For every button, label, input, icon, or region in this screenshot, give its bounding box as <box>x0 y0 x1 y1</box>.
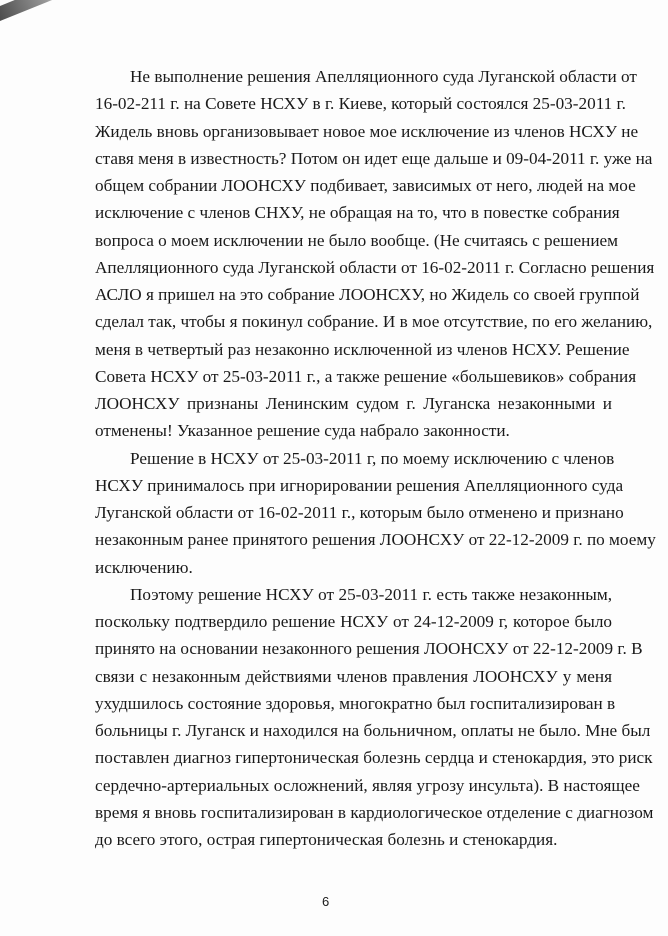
document-body <box>95 63 656 853</box>
text-line: Не выполнение решения Апелляционного суда Луганской области от <box>130 67 637 86</box>
scan-edge-mark <box>0 0 69 23</box>
text-line: сделал так, чтобы я покинул собрание. И в мое отсутствие, по его желанию, <box>95 312 653 332</box>
text-line: Жидель вновь организовывает новое мое исключение из членов НСХУ не <box>95 121 639 141</box>
text-line: ухудшилось состояние здоровья, многократно был госпитализирован в <box>95 693 616 713</box>
text-line: НСХУ принималось при игнорировании решения Апелляционного суда <box>95 475 624 495</box>
text-line: поставлен диагноз гипертоническая болезнь сердца и стенокардия, это риск <box>95 748 653 768</box>
page-number: 6 <box>322 894 330 909</box>
text-line: вопроса о моем исключении не было вообще. (Не считаясь с решением <box>95 230 619 250</box>
text-line: больницы г. Луганск и находился на больничном, оплаты не было. Мне был <box>95 721 651 740</box>
text-line: поскольку подтвердило решение НСХУ от 24-12-2009 г, которое было <box>95 612 612 631</box>
text-line: незаконным ранее принятого решения ЛООНСХУ от 22-12-2009 г. по моему <box>95 530 656 550</box>
text-line: 16-02-211 г. на Совете НСХУ в г. Киеве, который состоялся 25-03-2011 г. <box>95 94 626 114</box>
text-line: ЛООНСХУ признаны Ленинским судом г. Луганска незаконными и <box>95 394 612 413</box>
text-line: связи с незаконным действиями членов правления ЛООНСХУ у меня <box>95 666 612 686</box>
text-line: АСЛО я пришел на это собрание ЛООНСХУ, но Жидель со своей группой <box>95 285 640 304</box>
text-line: Совета НСХУ от 25-03-2011 г., а также решение «большевиков» собрания <box>95 366 637 386</box>
text-line: исключению. <box>95 557 193 577</box>
text-line: Апелляционного суда Луганской области от 16-02-2011 г. Согласно решения <box>95 257 655 277</box>
paragraph <box>95 445 656 581</box>
text-line: Решение в НСХУ от 25-03-2011 г, по моему исключению с членов <box>130 448 615 468</box>
text-line: Луганской области от 16-02-2011 г., которым было отменено и признано <box>95 503 624 522</box>
text-line: до всего этого, острая гипертоническая болезнь и стенокардия. <box>95 830 558 849</box>
text-line: исключение с членов СНХУ, не обращая на то, что в повестке собрания <box>95 203 620 223</box>
text-line: Поэтому решение НСХУ от 25-03-2011 г. есть также незаконным, <box>130 584 612 604</box>
text-line: общем собрании ЛООНСХУ подбивает, зависимых от него, людей на мое <box>95 176 636 195</box>
text-line: принято на основании незаконного решения ЛООНСХУ от 22-12-2009 г. В <box>95 639 643 659</box>
text-line: меня в четвертый раз незаконно исключенной из членов НСХУ. Решение <box>95 339 630 359</box>
text-line: время я вновь госпитализирован в кардиологическое отделение с диагнозом <box>95 802 654 822</box>
paragraph <box>95 63 655 445</box>
text-line: ставя меня в известность? Потом он идет еще дальше и 09-04-2011 г. уже на <box>95 148 653 168</box>
paragraph <box>95 581 654 854</box>
text-line: отменены! Указанное решение суда набрало законности. <box>95 421 510 441</box>
text-line: сердечно-артериальных осложнений, являя угрозу инсульта). В настоящее <box>95 775 640 795</box>
